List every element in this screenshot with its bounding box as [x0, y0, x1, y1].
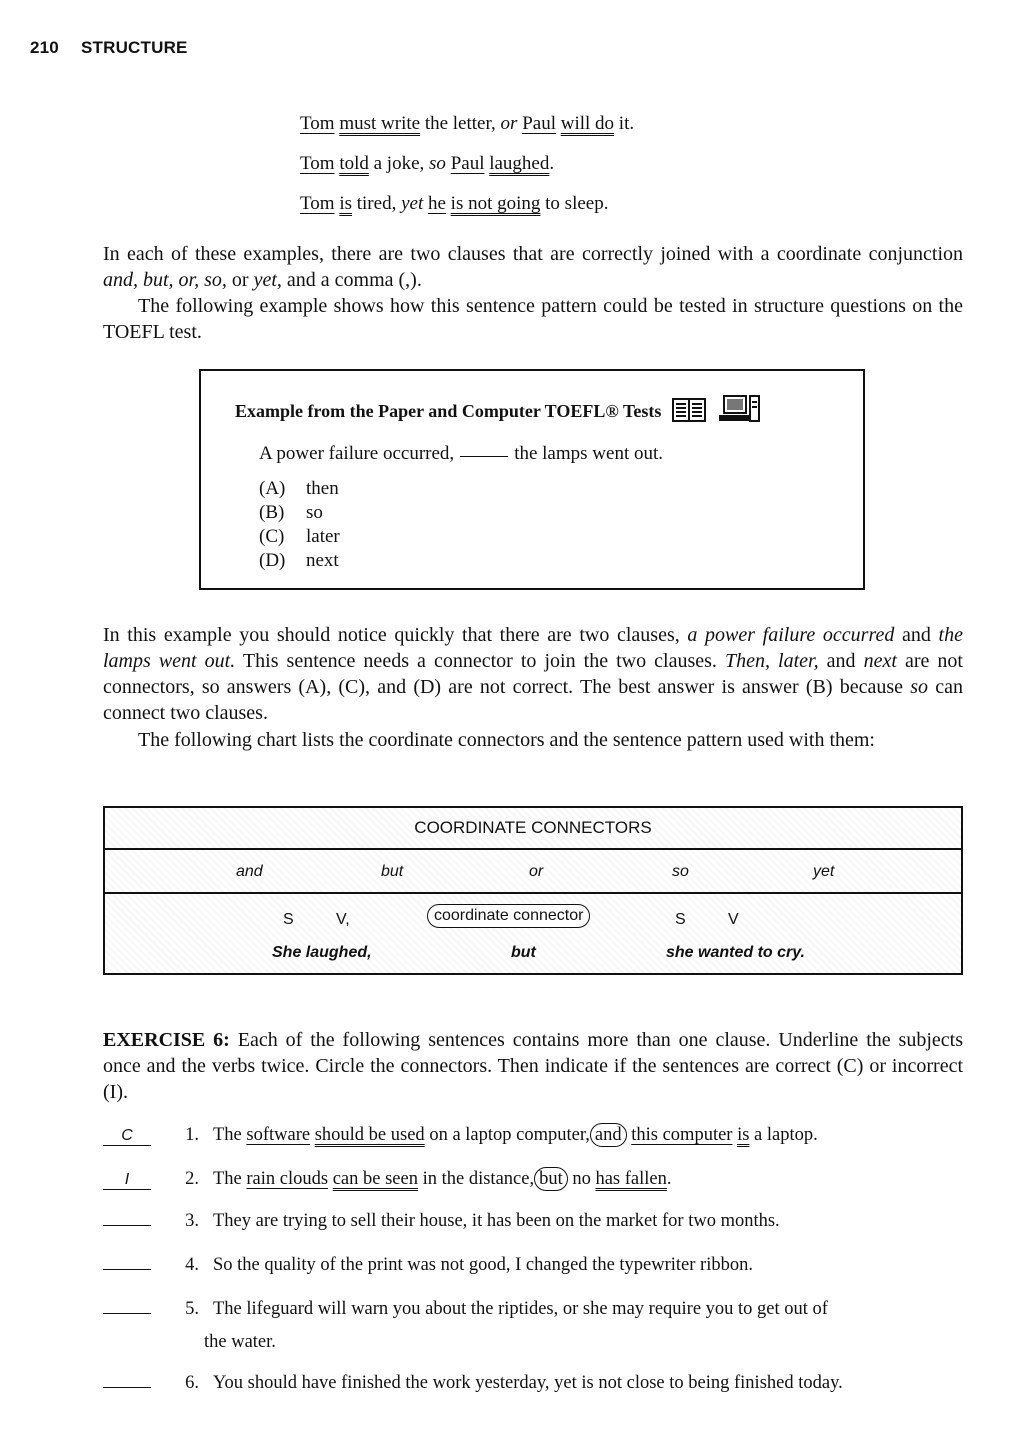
subject-text: Tom: [300, 153, 335, 174]
subject-text: he: [427, 193, 446, 214]
text-run: a joke,: [368, 153, 430, 174]
emphasis-text: the lamps went out.: [103, 624, 963, 672]
exercise-label: EXERCISE 6:: [103, 1029, 230, 1051]
example-sentence: [300, 112, 634, 152]
chart-connectors-row: [105, 850, 961, 894]
emphasis-text: yet,: [253, 269, 282, 291]
text-run: The: [213, 1169, 247, 1189]
connector-or: or: [529, 863, 544, 880]
item-number: 2.: [185, 1169, 199, 1189]
answer-blank: [460, 456, 508, 457]
item-sentence: [213, 1123, 818, 1147]
sample-clause-2: she wanted to cry.: [666, 944, 805, 961]
book-icon: [672, 397, 706, 423]
computer-icon: [718, 395, 760, 423]
item-sentence: [213, 1299, 828, 1320]
option-text: so: [306, 502, 323, 523]
emphasis-text: a power failure occurred: [687, 624, 895, 646]
sample-connector: but: [511, 944, 536, 961]
emphasis-text: so: [910, 676, 929, 698]
circled-connector: but: [534, 1167, 568, 1191]
answer-field[interactable]: [103, 1313, 151, 1314]
verb-text: is: [339, 193, 352, 214]
exercise-item: [103, 1255, 753, 1276]
item-number: 6.: [185, 1373, 199, 1393]
exercise-item: [103, 1373, 843, 1394]
pattern-verb-2: V: [728, 911, 739, 928]
answer-option-c: [259, 525, 340, 549]
verb-text: should be used: [314, 1125, 425, 1145]
item-number: 4.: [185, 1255, 199, 1275]
pattern-connector: coordinate connector: [427, 904, 590, 928]
text-run: You should have finished the work yesterday, yet is not close to being finished today.: [213, 1373, 843, 1393]
text-run: In each of these examples, there are two clauses that are correctly joined with a coordinate conjunction: [103, 243, 963, 265]
exercise-item: [103, 1211, 780, 1232]
answer-field[interactable]: [103, 1387, 151, 1388]
answer-options: [259, 477, 340, 573]
text-run: and a comma (,).: [281, 269, 422, 291]
item-number: 3.: [185, 1211, 199, 1231]
subject-text: this computer: [631, 1125, 733, 1145]
text-run: the letter,: [420, 113, 501, 134]
text-run: This sentence needs a connector to join the two clauses.: [235, 650, 725, 672]
subject-text: Tom: [300, 113, 335, 134]
page-number: 210: [30, 38, 59, 57]
text-run: and: [894, 624, 939, 646]
text-run: The: [213, 1125, 247, 1145]
paragraph-explanation: [103, 622, 963, 726]
text-run: .: [549, 153, 555, 174]
question-text-before: A power failure occurred,: [259, 443, 455, 464]
sample-clause-1: She laughed,: [272, 944, 372, 961]
text-run: The following chart lists the coordinate connectors and the sentence pattern used with them:: [138, 729, 875, 751]
option-letter: (A): [259, 478, 286, 499]
example-box-title: [235, 395, 760, 428]
pattern-verb-1: V,: [336, 911, 350, 928]
item-sentence: [213, 1255, 753, 1276]
verb-text: can be seen: [332, 1169, 418, 1189]
answer-option-b: [259, 501, 340, 525]
emphasis-text: Then, later,: [724, 650, 819, 672]
emphasis-text: and, but, or, so,: [103, 269, 227, 291]
chart-title: COORDINATE CONNECTORS: [414, 818, 652, 837]
exercise-item: [103, 1167, 672, 1191]
verb-text: is: [737, 1125, 750, 1145]
text-run: to sleep.: [540, 193, 609, 214]
item-sentence: [213, 1373, 843, 1394]
text-run: tired,: [352, 193, 402, 214]
exercise-instructions-text: Each of the following sentences contains more than one clause. Underline the subjects once and the verbs twice. Circle the connectors. Then indicate if the sentences are correct (C) or incorrect (I).: [103, 1029, 963, 1103]
text-run: it.: [614, 113, 635, 134]
text-run: In this example you should notice quickly that there are two clauses,: [103, 624, 688, 646]
section-title: STRUCTURE: [80, 38, 188, 57]
subject-text: Paul: [450, 153, 485, 174]
text-run: and: [818, 650, 864, 672]
verb-text: has fallen: [595, 1169, 667, 1189]
text-run: The lifeguard will warn you about the riptides, or she may require you to get out of: [213, 1299, 828, 1319]
connector-and: and: [236, 863, 263, 880]
option-letter: (B): [259, 502, 285, 523]
text-run: The following example shows how this sentence pattern could be tested in structure questions on the TOEFL test.: [103, 295, 963, 343]
text-run: in the distance,: [417, 1169, 535, 1189]
test-format-icons: [672, 395, 761, 428]
pattern-subject-2: S: [675, 911, 686, 928]
paragraph-text: [103, 295, 963, 343]
item-number: 1.: [185, 1125, 199, 1145]
text-run: So the quality of the print was not good, I changed the typewriter ribbon.: [213, 1255, 753, 1275]
verb-text: told: [339, 153, 369, 174]
item-sentence-continuation: the water.: [204, 1332, 276, 1352]
question-text-after: the lamps went out.: [514, 443, 663, 464]
example-sentence: [300, 192, 634, 232]
paragraph-chart-intro: [103, 727, 963, 753]
example-box: [199, 369, 865, 590]
circled-connector: and: [590, 1123, 627, 1147]
example-sentences: [300, 112, 634, 232]
option-letter: (D): [259, 550, 286, 571]
text-run: on a laptop computer,: [424, 1125, 590, 1145]
exercise-instructions: [103, 1027, 963, 1105]
verb-text: laughed: [489, 153, 550, 174]
coordinate-connectors-chart: [103, 806, 963, 975]
verb-text: must write: [339, 113, 421, 134]
answer-field[interactable]: I: [103, 1171, 151, 1190]
example-question: [259, 443, 663, 465]
verb-text: will do: [560, 113, 615, 134]
answer-field[interactable]: [103, 1269, 151, 1270]
subject-text: rain clouds: [246, 1169, 329, 1189]
emphasis-text: or: [500, 113, 518, 134]
answer-field[interactable]: C: [103, 1127, 151, 1146]
answer-option-a: [259, 477, 340, 501]
subject-text: Tom: [300, 193, 335, 214]
emphasis-text: yet: [401, 193, 424, 214]
item-number: 5.: [185, 1299, 199, 1319]
text-run: no: [567, 1169, 596, 1189]
example-box-title-text: Example from the Paper and Computer TOEFL® Tests: [235, 401, 662, 421]
verb-text: is not going: [450, 193, 541, 214]
pattern-subject-1: S: [283, 911, 294, 928]
exercise-item: [103, 1123, 818, 1147]
answer-field[interactable]: [103, 1225, 151, 1226]
subject-text: software: [246, 1125, 311, 1145]
option-text: then: [306, 478, 339, 499]
paragraph-text: [138, 729, 875, 751]
text-run: or: [226, 269, 254, 291]
page-header: [30, 38, 188, 58]
exercise-item: [103, 1299, 828, 1353]
connector-yet: yet: [813, 863, 835, 880]
text-run: They are trying to sell their house, it has been on the market for two months.: [213, 1211, 780, 1231]
connector-so: so: [672, 863, 689, 880]
connector-but: but: [381, 863, 404, 880]
paragraph-test-intro: [103, 293, 963, 345]
example-sentence: [300, 152, 634, 192]
option-text: later: [306, 526, 340, 547]
text-run: can connect two clauses.: [103, 676, 963, 724]
subject-text: Paul: [522, 113, 556, 134]
text-run: a laptop.: [749, 1125, 818, 1145]
emphasis-text: next: [863, 650, 897, 672]
answer-option-d: [259, 549, 340, 573]
text-run: .: [666, 1169, 672, 1189]
text-run: are not connectors, so answers (A), (C), and (D) are not correct. The best answer is answer (B) because: [103, 650, 963, 698]
paragraph-coordinate-conjunctions: [103, 241, 963, 293]
item-sentence: [213, 1167, 672, 1191]
option-text: next: [306, 550, 339, 571]
emphasis-text: so: [429, 153, 446, 174]
chart-title-row: [105, 808, 961, 850]
item-sentence: [213, 1211, 780, 1232]
option-letter: (C): [259, 526, 285, 547]
